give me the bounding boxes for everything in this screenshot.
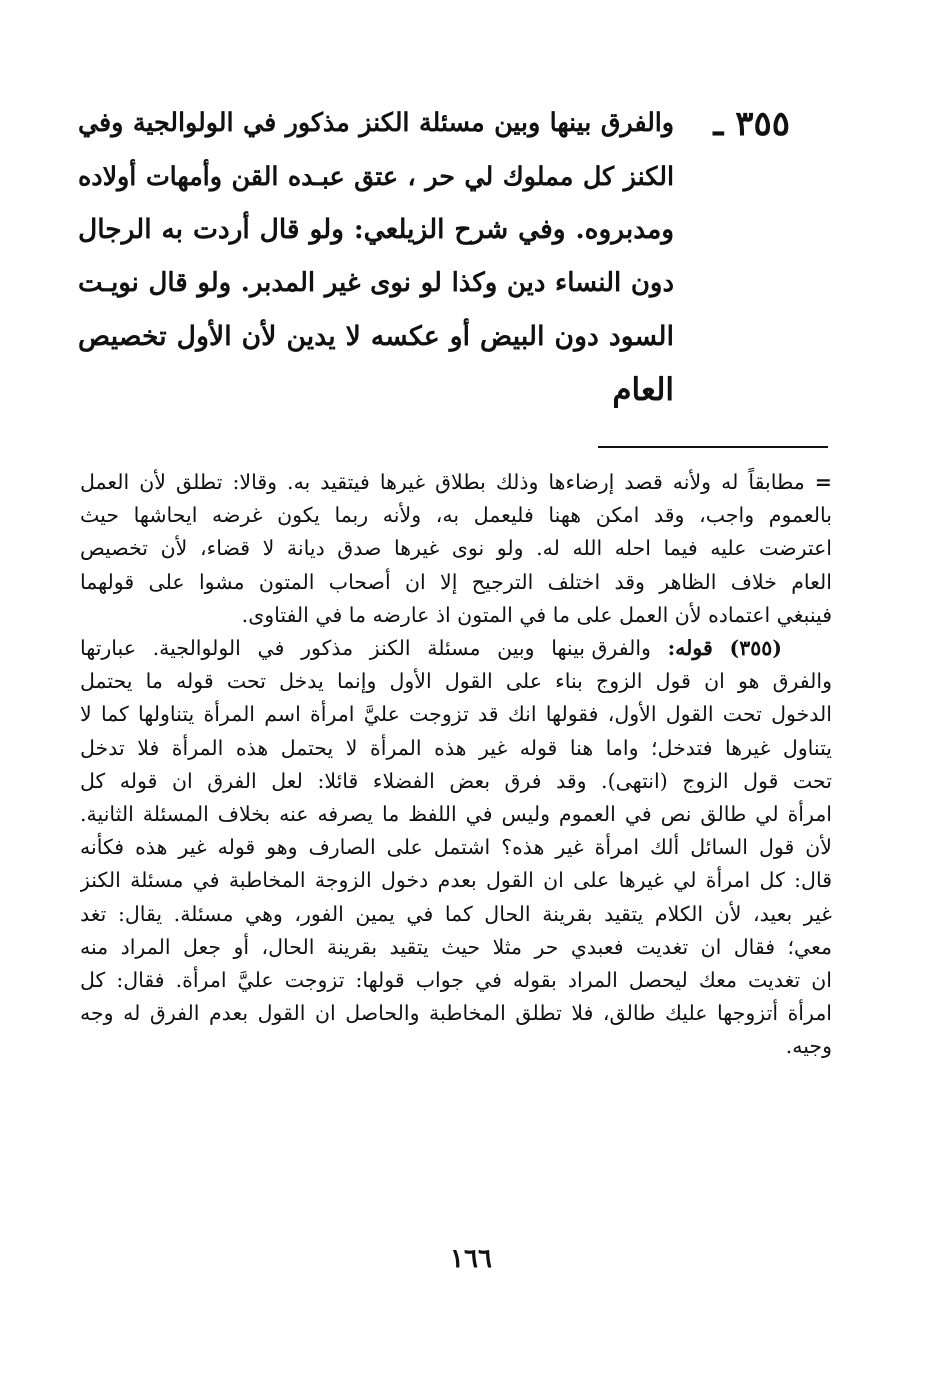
continuation-marker: = [814,470,832,494]
main-line: دون النساء دين وكذا لو نوى غير المدبر. ولو قال نويـت [78,267,674,298]
footnote-line: وجيه. [785,1034,832,1059]
footnote-line: امرأة لي طالق نص في العموم وليس في اللفظ ما يصرفه عنه بخلاف المسئلة الثانية. [80,802,832,827]
footnote-line: فينبغي اعتماده لأن العمل على ما في المتون اذ عارضه ما في الفتاوى. [241,602,832,627]
footnote-line: اعترضت عليه فيما احله الله له. ولو نوى غيرها صدق ديانة لا قضاء، لأن تخصيص [80,536,832,561]
footnote-line: امرأة أتزوجها عليك طالق، فلا تطلق المخاطبة والحاصل ان القول بعدم الفرق له وجه [80,1001,832,1026]
footnote-line: العام خلاف الظاهر وقد اختلف الترجيح إلا ان أصحاب المتون مشوا على قولهما [80,569,832,594]
main-paragraph [78,96,674,417]
main-text-block [78,96,790,417]
footnote-line: الدخول تحت القول الأول، فقولها انك قد تزوجت عليَّ امرأة اسم المرأة يتناولها كما لا [80,702,832,727]
footnote-separator [598,446,828,448]
footnote-line: لأن قول السائل ألك امرأة غير هذه؟ اشتمل على الصارف وهو قوله غير هذه فكأنه [80,835,832,860]
footnote-line [80,466,832,499]
footnotes-block [80,466,832,1064]
footnote-line [80,632,832,665]
paragraph-number: ٣٥٥ ـ [713,104,790,144]
footnote-line: تحت قول الزوج (انتهى). وقد فرق بعض الفضلاء قائلا: لعل الفرق ان قوله كل [80,768,832,793]
main-line: ومدبروه. وفي شرح الزيلعي: ولو قال أردت به الرجال [78,214,674,245]
main-line: الكنز كل مملوك لي حر ، عتق عبـده القن وأمهات أولاده [78,160,674,191]
footnote-line: قال: كل امرأة لي غيرها على ان القول بعدم دخول الزوجة المخاطبة في مسئلة الكنز [80,868,832,893]
main-line: العام [612,371,674,408]
main-line: السود دون البيض أو عكسه لا يدين لأن الأول تخصيص [78,321,674,352]
footnote-line: غير بعيد، لأن الكلام يتقيد بقرينة الحال كما في يمين الفور، وهي مسئلة. يقال: تغد [80,901,832,926]
footnote-line: بالعموم واجب، وقد امكن ههنا فليعمل به، ولأنه ربما يكون غرضه ايحاشها حيث [80,503,832,528]
footnote-line: والفرق هو ان قول الزوج بناء على القول الأول وإنما يدخل تحت قوله ما يحتمل [80,669,832,694]
footnote-line: معي؛ فقال ان تغديت فعبدي حر مثلا حيث يتقيد بقرينة الحال، أو جعل المراد منه [80,934,832,959]
footnote-line: يتناول غيرها فتدخل؛ واما هنا قوله غير هذه المرأة لا يحتمل هذه المرأة فلا تدخل [80,735,832,760]
page-number: ١٦٦ [450,1244,492,1274]
main-line: والفرق بينها وبين مسئلة الكنز مذكور في الولوالجية وفي [78,107,674,137]
footnote-number: (٣٥٥) [729,636,782,661]
footnote-text: مطابقاً له ولأنه قصد إرضاءها وذلك بطلاق غيرها فيتقيد به. وقالا: تطلق لأن العمل [80,470,805,494]
footnote-text: والفرق بينها وبين مسئلة الكنز مذكور في الولوالجية. عبارتها [80,636,651,661]
footnote-keyword: قوله: [667,636,713,661]
footnote-line: ان تغديت معك ليحصل المراد بقوله في جواب قولها: تزوجت عليَّ امرأة. فقال: كل [80,968,832,993]
